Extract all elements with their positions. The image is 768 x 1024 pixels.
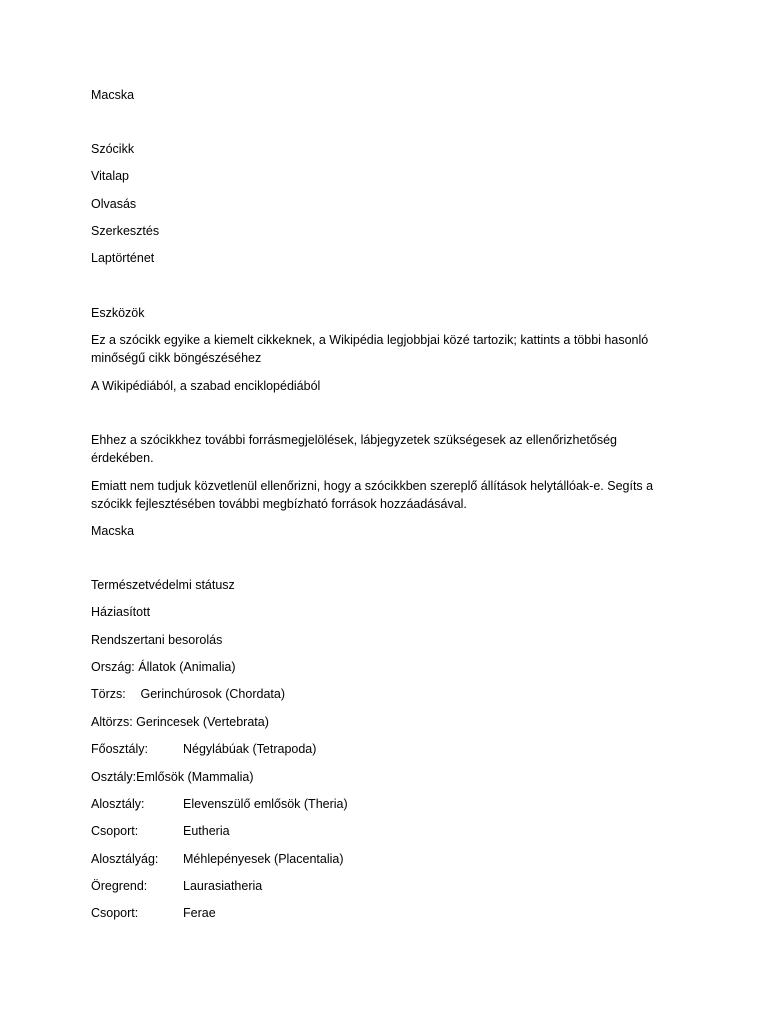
taxonomy-row-label: Alosztályág:	[91, 852, 159, 866]
taxonomy-row-value[interactable]: Ferae	[183, 906, 216, 920]
taxonomy-row	[91, 768, 254, 786]
taxonomy-row-label: Ország:	[91, 660, 135, 674]
nav-item-szerkesztes[interactable]: Szerkesztés	[91, 224, 160, 238]
taxonomy-row-value[interactable]: Emlősök (Mammalia)	[136, 770, 254, 784]
taxonomy-row	[91, 795, 391, 813]
taxonomy-row-value[interactable]: Gerincesek (Vertebrata)	[136, 715, 269, 729]
taxonomy-row-label: Törzs:	[91, 687, 126, 701]
taxonomy-row	[91, 740, 391, 758]
taxonomy-row-label: Öregrend:	[91, 879, 148, 893]
nav-item-szocikk[interactable]: Szócikk	[91, 142, 135, 156]
taxonomy-row	[91, 658, 236, 676]
taxonomy-row	[91, 685, 285, 703]
conservation-status-label: Természetvédelmi státusz	[91, 578, 235, 592]
taxonomy-row	[91, 877, 391, 895]
nav-item-laptortenet[interactable]: Laptörténet	[91, 251, 155, 265]
taxonomy-row-value[interactable]: Méhlepényesek (Placentalia)	[183, 852, 344, 866]
taxonomy-row-label: Főosztály:	[91, 742, 148, 756]
sources-notice-detail: Emiatt nem tudjuk közvetlenül ellenőrizni, hogy a szócikkben szereplő állítások helytállóak-e. Segíts a szócikk fejlesztésében további megbízható források hozzáadásával.	[91, 479, 654, 511]
taxonomy-row-label: Alosztály:	[91, 797, 145, 811]
taxonomy-row-label: Csoport:	[91, 906, 139, 920]
nav-item-olvasas[interactable]: Olvasás	[91, 197, 137, 211]
tools-heading[interactable]: Eszközök	[91, 306, 145, 320]
conservation-status-value: Háziasított	[91, 605, 151, 619]
infobox-title: Macska	[91, 524, 135, 538]
taxonomy-row-value[interactable]: Elevenszülő emlősök (Theria)	[183, 797, 348, 811]
taxonomy-row-label: Altörzs:	[91, 715, 133, 729]
taxonomy-row-value[interactable]: Laurasiatheria	[183, 879, 263, 893]
taxonomy-row	[91, 822, 391, 840]
nav-item-vitalap[interactable]: Vitalap	[91, 169, 129, 183]
taxonomy-row	[91, 904, 391, 922]
featured-notice: Ez a szócikk egyike a kiemelt cikkeknek, a Wikipédia legjobbjai közé tartozik; kattints a többi hasonló minőségű cikk böngészéséhez	[91, 333, 649, 365]
taxonomy-row	[91, 713, 269, 731]
taxonomy-row	[91, 850, 391, 868]
from-wikipedia-text: A Wikipédiából, a szabad enciklopédiából	[91, 379, 321, 393]
sources-notice: Ehhez a szócikkhez további forrásmegjelölések, lábjegyzetek szükségesek az ellenőrizhetőség érdekében.	[91, 433, 617, 465]
taxonomy-row-value[interactable]: Négylábúak (Tetrapoda)	[183, 742, 317, 756]
page-title: Macska	[91, 88, 135, 102]
taxonomy-row-label: Csoport:	[91, 824, 139, 838]
taxonomy-row-value[interactable]: Eutheria	[183, 824, 230, 838]
taxonomy-row-label: Osztály:	[91, 770, 137, 784]
taxonomy-row-value[interactable]: Gerinchúrosok (Chordata)	[140, 687, 285, 701]
taxonomy-row-value[interactable]: Állatok (Animalia)	[138, 660, 236, 674]
taxonomy-heading: Rendszertani besorolás	[91, 633, 223, 647]
